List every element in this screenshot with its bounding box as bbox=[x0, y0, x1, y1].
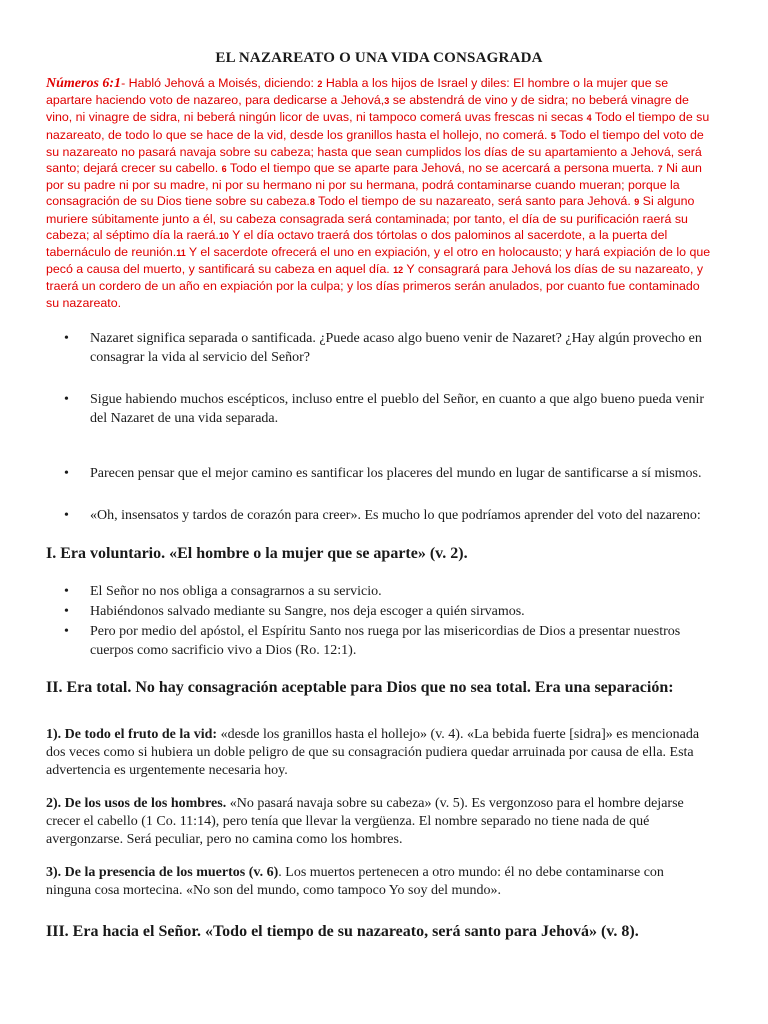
verse-number: 10 bbox=[218, 230, 229, 241]
section1-bullet-list bbox=[46, 582, 712, 660]
verse-text: Todo el tiempo de su nazareato, será santo para Jehová. bbox=[314, 194, 635, 209]
verse-number: 2 bbox=[317, 79, 323, 89]
verse-number: 3 bbox=[384, 96, 390, 107]
verse-number: 8 bbox=[309, 197, 315, 208]
list-item: • Nazaret significa separada o santificada. ¿Puede acaso algo bueno venir de Nazaret? ¿Hay algún provecho en consagrar la vida al servicio del Señor? bbox=[46, 329, 712, 367]
point-label: 1). De todo el fruto de la vid: bbox=[46, 726, 218, 742]
verse-text: Si alguno muriere súbitamente junto a él, su cabeza consagrada será contaminada; por tanto, el día de su purificación raerá su cabeza; al séptimo día la raerá. bbox=[46, 194, 695, 242]
document-title: EL NAZAREATO O UNA VIDA CONSAGRADA bbox=[215, 50, 543, 66]
point-label: 2). De los usos de los hombres. bbox=[46, 795, 227, 811]
verse-number: 9 bbox=[634, 197, 640, 208]
section-heading-2: II. Era total. No hay consagración aceptable para Dios que no sea total. Era una separación: bbox=[46, 678, 674, 696]
verse-text: Y consagrará para Jehová los días de su nazareato, y traerá un cordero de un año en expiación por la culpa; y los días primeros serán anulados, por cuanto fue contaminado su nazareato. bbox=[46, 262, 704, 310]
verse-number: 4 bbox=[586, 113, 592, 124]
point-text: . Los muertos pertenecen a otro mundo: él no debe contaminarse con ninguna cosa mortecina. «No son del mundo, como tampoco Yo soy del mundo». bbox=[46, 864, 664, 898]
intro-bullet-list bbox=[46, 329, 712, 525]
verse-text: Todo el tiempo del voto de su nazareato no pasará navaja sobre su cabeza; hasta que sean cumplidos los días de su apartamiento a Jehová, será santo; dejará crecer su cabello. bbox=[46, 127, 704, 176]
scripture-reference: Números 6:1 bbox=[46, 76, 122, 91]
section-heading-3: III. Era hacia el Señor. «Todo el tiempo de su nazareato, será santo para Jehová» (v. 8). bbox=[46, 922, 639, 940]
verse-number: 11 bbox=[176, 248, 186, 259]
point-2 bbox=[46, 795, 712, 849]
list-item: • Pero por medio del apóstol, el Espíritu Santo nos ruega por las misericordias de Dios a presentar nuestros cuerpos como sacrificio vivo a Dios (Ro. 12:1). bbox=[46, 622, 712, 660]
point-1 bbox=[46, 726, 712, 780]
point-text: «desde los granillos hasta el hollejo» (v. 4). «La bebida fuerte [sidra]» es mencionada dos veces como si hubiera un doble peligro de que su consagración pudiera quedar arruinada por causa de ella. Esta advertencia es urgentemente necesaria hoy. bbox=[46, 726, 700, 778]
verse-text: Y el sacerdote ofrecerá el uno en expiación, y el otro en holocausto; y hará expiación de lo que pecó a causa del muerto, y santificará su cabeza en aquel día. bbox=[46, 245, 711, 277]
point-text: «No pasará navaja sobre su cabeza» (v. 5). Es vergonzoso para el hombre dejarse crecer el cabello (1 Co. 11:14), pero tenía que llevar la vergüenza. El nombre separado no tiene nada de qué avergonzarse. Será peculiar, pero no camina como los hombres. bbox=[46, 795, 684, 847]
scripture-passage bbox=[46, 75, 712, 311]
list-item: • «Oh, insensatos y tardos de corazón para creer». Es mucho lo que podríamos aprender del voto del nazareno: bbox=[46, 506, 712, 525]
verse-text: Todo el tiempo que se aparte para Jehová, no se acercará a persona muerta. bbox=[226, 161, 658, 176]
verse-number: 5 bbox=[550, 130, 556, 141]
verse-text: se abstendrá de vino y de sidra; no beberá vinagre de vino, ni vinagre de sidra, ni beberá ningún licor de uvas, ni tampoco comerá uvas frescas ni secas bbox=[46, 93, 689, 125]
verse-text: Ni aun por su padre ni por su madre, ni por su hermano ni por su hermana, podrá contaminarse cuando mueran; porque la consagración de su Dios tiene sobre su cabeza. bbox=[46, 161, 702, 209]
point-3 bbox=[46, 864, 712, 900]
verse-text: Habla a los hijos de Israel y diles: El hombre o la mujer que se apartare haciendo voto de nazareo, para dedicarse a Jehová, bbox=[46, 76, 669, 108]
point-label: 3). De la presencia de los muertos (v. 6) bbox=[46, 864, 279, 880]
verse-number: 12 bbox=[393, 265, 404, 276]
list-item: • El Señor no nos obliga a consagrarnos a su servicio. bbox=[46, 582, 712, 601]
verse-text: Y el día octavo traerá dos tórtolas o dos palominos al sacerdote, a la puerta del tabernáculo de reunión. bbox=[46, 227, 668, 260]
list-item: • Sigue habiendo muchos escépticos, incluso entre el pueblo del Señor, en cuanto a que algo bueno pueda venir del Nazaret de una vida separada. bbox=[46, 390, 712, 428]
verse-text: Todo el tiempo de su nazareato, de todo lo que se hace de la vid, desde los granillos hasta el hollejo, no comerá. bbox=[46, 110, 710, 142]
verse-text: - Habló Jehová a Moisés, diciendo: bbox=[121, 76, 318, 90]
list-item: • Parecen pensar que el mejor camino es santificar los placeres del mundo en lugar de santificarse a sí mismos. bbox=[46, 464, 712, 483]
section-heading-1: I. Era voluntario. «El hombre o la mujer que se aparte» (v. 2). bbox=[46, 544, 468, 562]
verse-number: 6 bbox=[221, 164, 227, 175]
list-item: • Habiéndonos salvado mediante su Sangre, nos deja escoger a quién sirvamos. bbox=[46, 602, 712, 621]
verse-number: 7 bbox=[657, 164, 663, 175]
